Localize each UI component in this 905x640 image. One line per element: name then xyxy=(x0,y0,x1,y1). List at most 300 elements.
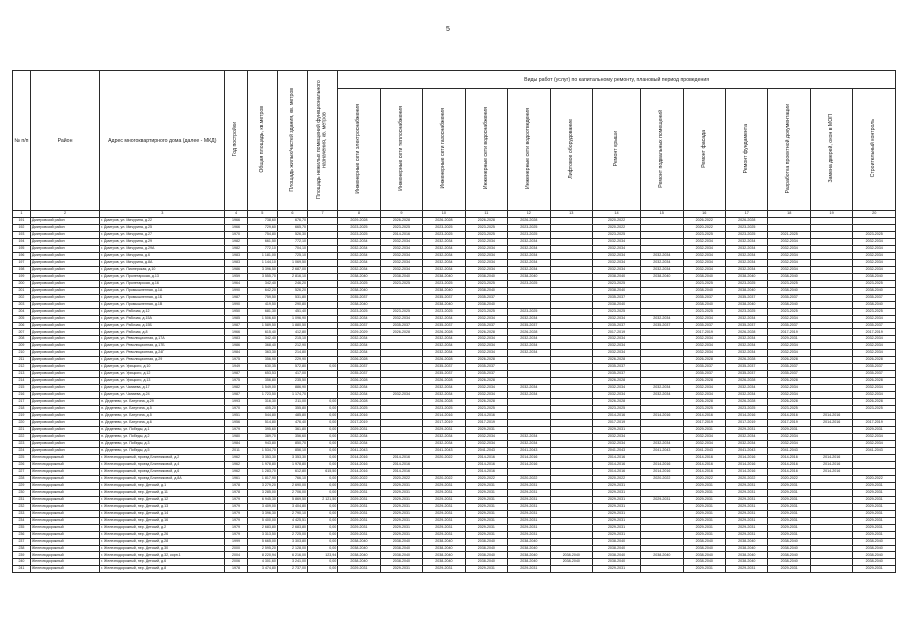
cell-elevator xyxy=(550,329,592,336)
cell-basement xyxy=(641,503,683,510)
cell-nonliving-area xyxy=(308,238,338,245)
cell-basement xyxy=(641,559,683,566)
cell-water: 2032-2034 xyxy=(465,315,507,322)
cell-total-area: 8 220,94 xyxy=(247,552,277,559)
cell-sewage xyxy=(508,378,550,385)
cell-address: г. Дмитров, ул. Мичурина, д.29А xyxy=(100,245,225,252)
cell-construction-control: 2032-2034 xyxy=(853,266,896,273)
cell-elevator xyxy=(550,531,592,538)
cell-design-docs: 2038-2040 xyxy=(768,545,810,552)
cell-total-area: 342,40 xyxy=(247,336,277,343)
cell-roof: 2032-2034 xyxy=(593,434,641,441)
cell-design-docs: 2038-2040 xyxy=(768,552,810,559)
cell-doors-windows xyxy=(810,280,852,287)
cell-water: 2038-2040 xyxy=(465,273,507,280)
cell-total-area: 738,60 xyxy=(247,217,277,224)
cell-foundation: 2029-2031 xyxy=(726,524,768,531)
cell-roof: 2023-2025 xyxy=(593,308,641,315)
cell-construction-control: 2032-2034 xyxy=(853,434,896,441)
cell-construction-control xyxy=(853,454,896,461)
cell-basement: 2032-2034 xyxy=(641,252,683,259)
cell-total-area: 1 817,90 xyxy=(247,475,277,482)
cell-gas: 2032-2034 xyxy=(423,266,465,273)
cell-sewage: 2023-2025 xyxy=(508,280,550,287)
cell-roof: 2029-2031 xyxy=(593,503,641,510)
cell-gas: 2032-2034 xyxy=(423,350,465,357)
cell-facade: 2017-2019 xyxy=(683,420,725,427)
cell-address: г. Дмитров, ул. Революционная, д.24Г xyxy=(100,350,225,357)
cell-basement xyxy=(641,350,683,357)
cell-roof: 2029-2031 xyxy=(593,489,641,496)
cell-gas xyxy=(423,468,465,475)
table-row xyxy=(13,524,896,531)
cell-elevator xyxy=(550,371,592,378)
cell-design-docs: 2026-2028 xyxy=(768,399,810,406)
cell-elevator xyxy=(550,385,592,392)
cell-sewage: 2035-2037 xyxy=(508,322,550,329)
cell-elevator xyxy=(550,413,592,420)
cell-gas: 2029-2031 xyxy=(423,503,465,510)
cell-gas: 2038-2040 xyxy=(423,287,465,294)
cell-facade: 2026-2028 xyxy=(683,378,725,385)
cell-total-area: 1 144,10 xyxy=(247,259,277,266)
cell-gas: 2029-2031 xyxy=(423,531,465,538)
cell-doors-windows xyxy=(810,364,852,371)
cell-basement xyxy=(641,510,683,517)
cell-foundation: 2014-2016 xyxy=(726,454,768,461)
cell-gas: 2029-2031 xyxy=(423,482,465,489)
cell-nonliving-area: 0,00 xyxy=(308,475,338,482)
cell-year: 1975 xyxy=(225,357,247,364)
cell-electricity: 2035-2037 xyxy=(338,322,380,329)
cell-basement xyxy=(641,217,683,224)
cell-basement xyxy=(641,566,683,573)
cell-nonliving-area xyxy=(308,301,338,308)
cell-nonliving-area: 0,00 xyxy=(308,427,338,434)
cell-nonliving-area: 0,00 xyxy=(308,489,338,496)
table-row xyxy=(13,392,896,399)
cell-design-docs: 2014-2016 xyxy=(768,413,810,420)
cell-elevator xyxy=(550,224,592,231)
table-row xyxy=(13,399,896,406)
cell-basement: 2014-2016 xyxy=(641,413,683,420)
cell-sewage: 2032-2034 xyxy=(508,238,550,245)
cell-year: 1990 xyxy=(225,301,247,308)
cell-construction-control: 2023-2025 xyxy=(853,231,896,238)
cell-doors-windows xyxy=(810,406,852,413)
cell-electricity: 2032-2034 xyxy=(338,350,380,357)
cell-roof: 2020-2022 xyxy=(593,475,641,482)
cell-elevator xyxy=(550,287,592,294)
cell-living-area: 355,80 xyxy=(277,406,307,413)
cell-total-area: 356,90 xyxy=(247,357,277,364)
cell-electricity: 2038-2040 xyxy=(338,301,380,308)
cell-basement: 2014-2016 xyxy=(641,461,683,468)
cell-construction-control: 2032-2034 xyxy=(853,392,896,399)
cell-foundation: 2023-2025 xyxy=(726,224,768,231)
cell-gas: 2038-2040 xyxy=(423,552,465,559)
cell-living-area: 2 706,00 xyxy=(277,489,307,496)
cell-roof: 2038-2040 xyxy=(593,559,641,566)
cell-doors-windows xyxy=(810,559,852,566)
cell-living-area: 856,10 xyxy=(277,447,307,454)
cell-water: 2029-2031 xyxy=(465,517,507,524)
col-header-living-area: Площадь жилых/частей здания, кв. метров xyxy=(277,71,307,211)
cell-heating: 2038-2040 xyxy=(380,559,422,566)
cell-nonliving-area xyxy=(308,245,338,252)
cell-basement xyxy=(641,287,683,294)
cell-address: г. Дмитров, ул. Урицкого, д.10 xyxy=(100,364,225,371)
table-row xyxy=(13,294,896,301)
cell-total-area: 1 283,70 xyxy=(247,468,277,475)
table-row xyxy=(13,238,896,245)
cell-construction-control xyxy=(853,217,896,224)
cell-living-area: 3 353,30 xyxy=(277,454,307,461)
table-row xyxy=(13,566,896,573)
cell-row-num: 235 xyxy=(13,524,31,531)
cell-address: г. Железнодорожный, пер. Детский, д.6 xyxy=(100,559,225,566)
cell-doors-windows xyxy=(810,245,852,252)
cell-basement: 2035-2037 xyxy=(641,322,683,329)
cell-doors-windows: 2014-2016 xyxy=(810,468,852,475)
cell-design-docs: 2021-2025 xyxy=(768,231,810,238)
cell-foundation: 2032-2034 xyxy=(726,440,768,447)
cell-heating: 2038-2040 xyxy=(380,273,422,280)
cell-row-num: 201 xyxy=(13,287,31,294)
cell-row-num: 218 xyxy=(13,406,31,413)
cell-heating: 2029-2031 xyxy=(380,517,422,524)
cell-electricity: 2029-2031 xyxy=(338,496,380,503)
cell-district: Дмитровский район xyxy=(30,322,99,329)
cell-electricity: 2032-2034 xyxy=(338,392,380,399)
cell-roof: 2023-2025 xyxy=(593,280,641,287)
cell-living-area: 850,70 xyxy=(277,440,307,447)
cell-district: Дмитровский район xyxy=(30,252,99,259)
works-group-header: Виды работ (услуг) по капитальному ремонту, плановый период проведения xyxy=(338,71,896,89)
cell-design-docs: 2032-2034 xyxy=(768,440,810,447)
cell-year: 1959 xyxy=(225,273,247,280)
cell-row-num: 200 xyxy=(13,280,31,287)
cell-basement: 2032-2034 xyxy=(641,259,683,266)
cell-district: Дмитровский район xyxy=(30,329,99,336)
cell-row-num: 236 xyxy=(13,531,31,538)
cell-address: г. Дмитров, ул. Рабочая, д.15А xyxy=(100,315,225,322)
cell-district: Железнодорожный xyxy=(30,517,99,524)
cell-elevator xyxy=(550,496,592,503)
cell-heating: 2029-2031 xyxy=(380,503,422,510)
cell-row-num: 206 xyxy=(13,322,31,329)
cell-district: Железнодорожный xyxy=(30,510,99,517)
cell-facade: 2014-2016 xyxy=(683,413,725,420)
cell-design-docs: 2035-2037 xyxy=(768,294,810,301)
cell-design-docs: 2023-2025 xyxy=(768,308,810,315)
table-row xyxy=(13,427,896,434)
cell-heating xyxy=(380,413,422,420)
cell-sewage xyxy=(508,399,550,406)
cell-electricity: 2032-2034 xyxy=(338,259,380,266)
cell-living-area: 412,80 xyxy=(277,329,307,336)
cell-year: 1979 xyxy=(225,503,247,510)
cell-design-docs: 2035-2037 xyxy=(768,364,810,371)
cell-doors-windows xyxy=(810,217,852,224)
cell-construction-control: 2032-2034 xyxy=(853,343,896,350)
cell-living-area: 2 725,00 xyxy=(277,531,307,538)
cell-construction-control: 2026-2028 xyxy=(853,399,896,406)
cell-total-area: 3 409,00 xyxy=(247,503,277,510)
cell-roof: 2032-2034 xyxy=(593,350,641,357)
cell-roof: 2014-2016 xyxy=(593,413,641,420)
cell-living-area: 612,80 xyxy=(277,468,307,475)
cell-heating xyxy=(380,420,422,427)
cell-roof: 2032-2034 xyxy=(593,259,641,266)
cell-district: Дмитровский район xyxy=(30,440,99,447)
cell-design-docs: 2032-2034 xyxy=(768,252,810,259)
cell-year: 1979 xyxy=(225,524,247,531)
cell-living-area: 526,30 xyxy=(277,231,307,238)
cell-row-num: 207 xyxy=(13,329,31,336)
table-row xyxy=(13,496,896,503)
cell-district: Дмитровский район xyxy=(30,273,99,280)
cell-living-area: 772,10 xyxy=(277,238,307,245)
cell-foundation: 2038-2040 xyxy=(726,545,768,552)
cell-elevator xyxy=(550,322,592,329)
cell-sewage xyxy=(508,468,550,475)
cell-total-area: 615,40 xyxy=(247,329,277,336)
cell-living-area: 4 425,51 xyxy=(277,517,307,524)
cell-basement xyxy=(641,308,683,315)
cell-facade: 2014-2016 xyxy=(683,461,725,468)
cell-construction-control: 2029-2031 xyxy=(853,482,896,489)
cell-total-area: 943,80 xyxy=(247,440,277,447)
cell-address: г. Железнодорожный, пер. Детский, д.12 xyxy=(100,496,225,503)
cell-facade: 2032-2034 xyxy=(683,245,725,252)
cell-roof: 2020-2022 xyxy=(593,217,641,224)
cell-water: 2029-2031 xyxy=(465,427,507,434)
cell-roof: 2035-2037 xyxy=(593,294,641,301)
cell-foundation: 2014-2016 xyxy=(726,413,768,420)
cell-district: Дмитровский район xyxy=(30,406,99,413)
cell-doors-windows xyxy=(810,224,852,231)
cell-electricity: 2032-2034 xyxy=(338,343,380,350)
cell-construction-control: 2038-2040 xyxy=(853,552,896,559)
cell-row-num: 191 xyxy=(13,217,31,224)
table-row xyxy=(13,224,896,231)
cell-heating: 2014-2016 xyxy=(380,468,422,475)
cell-facade: 2032-2034 xyxy=(683,385,725,392)
cell-gas: 2029-2031 xyxy=(423,566,465,573)
cell-heating: 2029-2031 xyxy=(380,489,422,496)
table-row xyxy=(13,245,896,252)
cell-address: п. Деденево, ул. Батутина, д.29 xyxy=(100,399,225,406)
cell-design-docs: 2038-2040 xyxy=(768,559,810,566)
cell-sewage: 2038-2040 xyxy=(508,538,550,545)
cell-year: 1984 xyxy=(225,350,247,357)
cell-electricity: 2026-2028 xyxy=(338,399,380,406)
cell-facade: 2023-2025 xyxy=(683,406,725,413)
cell-basement: 2014-2016 xyxy=(641,468,683,475)
col-header-basement: Ремонт подвальных помещений xyxy=(641,89,683,211)
cell-living-area: 246,20 xyxy=(277,280,307,287)
cell-water: 2029-2031 xyxy=(465,510,507,517)
cell-heating xyxy=(380,440,422,447)
cell-facade: 2032-2034 xyxy=(683,252,725,259)
table-row xyxy=(13,454,896,461)
cell-basement xyxy=(641,364,683,371)
cell-living-area: 476,40 xyxy=(277,420,307,427)
cell-living-area: 451,40 xyxy=(277,308,307,315)
cell-year: 1999 xyxy=(225,538,247,545)
cell-water: 2041-2043 xyxy=(465,447,507,454)
cell-roof: 2038-2040 xyxy=(593,552,641,559)
cell-nonliving-area: 0,00 xyxy=(308,461,338,468)
cell-nonliving-area xyxy=(308,357,338,364)
cell-row-num: 212 xyxy=(13,364,31,371)
table-row xyxy=(13,517,896,524)
col-header-construction-control: Строительный контроль xyxy=(853,89,896,211)
cell-district: Дмитровский район xyxy=(30,301,99,308)
cell-basement xyxy=(641,454,683,461)
col-header-num: № п/п xyxy=(13,71,31,211)
cell-heating: 2032-2034 xyxy=(380,245,422,252)
cell-nonliving-area xyxy=(308,266,338,273)
cell-row-num: 241 xyxy=(13,566,31,573)
cell-district: Дмитровский район xyxy=(30,308,99,315)
cell-elevator xyxy=(550,406,592,413)
cell-doors-windows xyxy=(810,510,852,517)
cell-row-num: 209 xyxy=(13,343,31,350)
cell-heating xyxy=(380,364,422,371)
cell-water: 2023-2025 xyxy=(465,231,507,238)
cell-gas: 2038-2040 xyxy=(423,273,465,280)
cell-year: 1983 xyxy=(225,336,247,343)
cell-roof: 2032-2034 xyxy=(593,336,641,343)
cell-electricity: 2032-2034 xyxy=(338,266,380,273)
cell-foundation: 2023-2025 xyxy=(726,231,768,238)
cell-heating xyxy=(380,301,422,308)
cell-elevator xyxy=(550,538,592,545)
cell-construction-control: 2029-2031 xyxy=(853,524,896,531)
cell-living-area: 214,80 xyxy=(277,350,307,357)
cell-facade: 2032-2034 xyxy=(683,434,725,441)
cell-roof: 2014-2016 xyxy=(593,454,641,461)
cell-water: 2029-2031 xyxy=(465,524,507,531)
cell-year: 1987 xyxy=(225,294,247,301)
cell-row-num: 216 xyxy=(13,392,31,399)
cell-nonliving-area: 615,50 xyxy=(308,468,338,475)
cell-heating: 2014-2016 xyxy=(380,231,422,238)
cell-heating: 2038-2040 xyxy=(380,538,422,545)
cell-elevator xyxy=(550,510,592,517)
cell-roof: 2017-2019 xyxy=(593,420,641,427)
cell-electricity: 2023-2025 xyxy=(338,231,380,238)
cell-water: 2026-2028 xyxy=(465,378,507,385)
cell-sewage: 2029-2031 xyxy=(508,496,550,503)
table-row xyxy=(13,552,896,559)
cell-construction-control: 2035-2037 xyxy=(853,322,896,329)
cell-address: г. Железнодорожный, пер. Детский, д.26 xyxy=(100,531,225,538)
table-row xyxy=(13,322,896,329)
cell-water: 2038-2040 xyxy=(465,287,507,294)
cell-total-area: 661,50 xyxy=(247,238,277,245)
cell-basement xyxy=(641,378,683,385)
table-row xyxy=(13,266,896,273)
cell-doors-windows xyxy=(810,434,852,441)
cell-basement: 2038-2040 xyxy=(641,552,683,559)
cell-design-docs: 2035-2037 xyxy=(768,371,810,378)
cell-facade: 2023-2025 xyxy=(683,280,725,287)
cell-facade: 2035-2037 xyxy=(683,364,725,371)
cell-foundation: 2035-2037 xyxy=(726,294,768,301)
cell-construction-control: 2038-2040 xyxy=(853,301,896,308)
cell-year: 1979 xyxy=(225,510,247,517)
cell-gas: 2038-2040 xyxy=(423,538,465,545)
cell-electricity: 2026-2028 xyxy=(338,357,380,364)
cell-foundation: 2029-2031 xyxy=(726,510,768,517)
cell-living-area: 3 303,80 xyxy=(277,538,307,545)
table-row xyxy=(13,413,896,420)
cell-nonliving-area: 2 121,50 xyxy=(308,496,338,503)
cell-total-area: 4 301,60 xyxy=(247,559,277,566)
cell-year: 1982 xyxy=(225,245,247,252)
cell-electricity: 2017-2019 xyxy=(338,420,380,427)
cell-heating xyxy=(380,447,422,454)
cell-roof: 2026-2028 xyxy=(593,399,641,406)
cell-living-area: 6 216,00 xyxy=(277,552,307,559)
cell-sewage xyxy=(508,301,550,308)
cell-sewage: 2029-2031 xyxy=(508,510,550,517)
cell-doors-windows: 2014-2016 xyxy=(810,413,852,420)
cell-doors-windows xyxy=(810,259,852,266)
cell-year: 1979 xyxy=(225,531,247,538)
table-row xyxy=(13,280,896,287)
cell-construction-control: 2017-2019 xyxy=(853,420,896,427)
cell-sewage: 2038-2040 xyxy=(508,273,550,280)
cell-elevator xyxy=(550,357,592,364)
cell-row-num: 202 xyxy=(13,294,31,301)
cell-basement: 2032-2034 xyxy=(641,266,683,273)
cell-roof: 2032-2034 xyxy=(593,385,641,392)
cell-roof: 2029-2031 xyxy=(593,496,641,503)
cell-nonliving-area xyxy=(308,273,338,280)
cell-construction-control: 2029-2031 xyxy=(853,503,896,510)
cell-nonliving-area: 0,00 xyxy=(308,413,338,420)
cell-foundation: 2029-2031 xyxy=(726,482,768,489)
cell-water: 2032-2034 xyxy=(465,350,507,357)
col-header-water: Инженерные сети водоснабжения xyxy=(465,89,507,211)
cell-heating: 2032-2034 xyxy=(380,238,422,245)
column-numbers-row: 1 2 3 4 5 6 7 8 9 10 11 12 13 14 15 16 17 18 19 20 xyxy=(13,211,896,218)
cell-year: 1956 xyxy=(225,420,247,427)
cell-address: п. Деденево, ул. Победы, д.5 xyxy=(100,447,225,454)
cell-living-area: 526,20 xyxy=(277,287,307,294)
table-row xyxy=(13,308,896,315)
cell-gas: 2014-2016 xyxy=(423,413,465,420)
cell-facade: 2014-2016 xyxy=(683,454,725,461)
cell-water: 2038-2040 xyxy=(465,559,507,566)
cell-district: Дмитровский район xyxy=(30,434,99,441)
cell-row-num: 217 xyxy=(13,399,31,406)
cell-facade: 2035-2037 xyxy=(683,322,725,329)
cell-sewage xyxy=(508,364,550,371)
cell-elevator xyxy=(550,566,592,573)
cell-foundation: 2032-2034 xyxy=(726,343,768,350)
cell-doors-windows: 2014-2016 xyxy=(810,420,852,427)
cell-row-num: 195 xyxy=(13,245,31,252)
cell-elevator xyxy=(550,427,592,434)
cell-address: г. Дмитров, ул. Пролетарская, д.13 xyxy=(100,273,225,280)
cell-sewage: 2026-2028 xyxy=(508,329,550,336)
cell-doors-windows xyxy=(810,552,852,559)
